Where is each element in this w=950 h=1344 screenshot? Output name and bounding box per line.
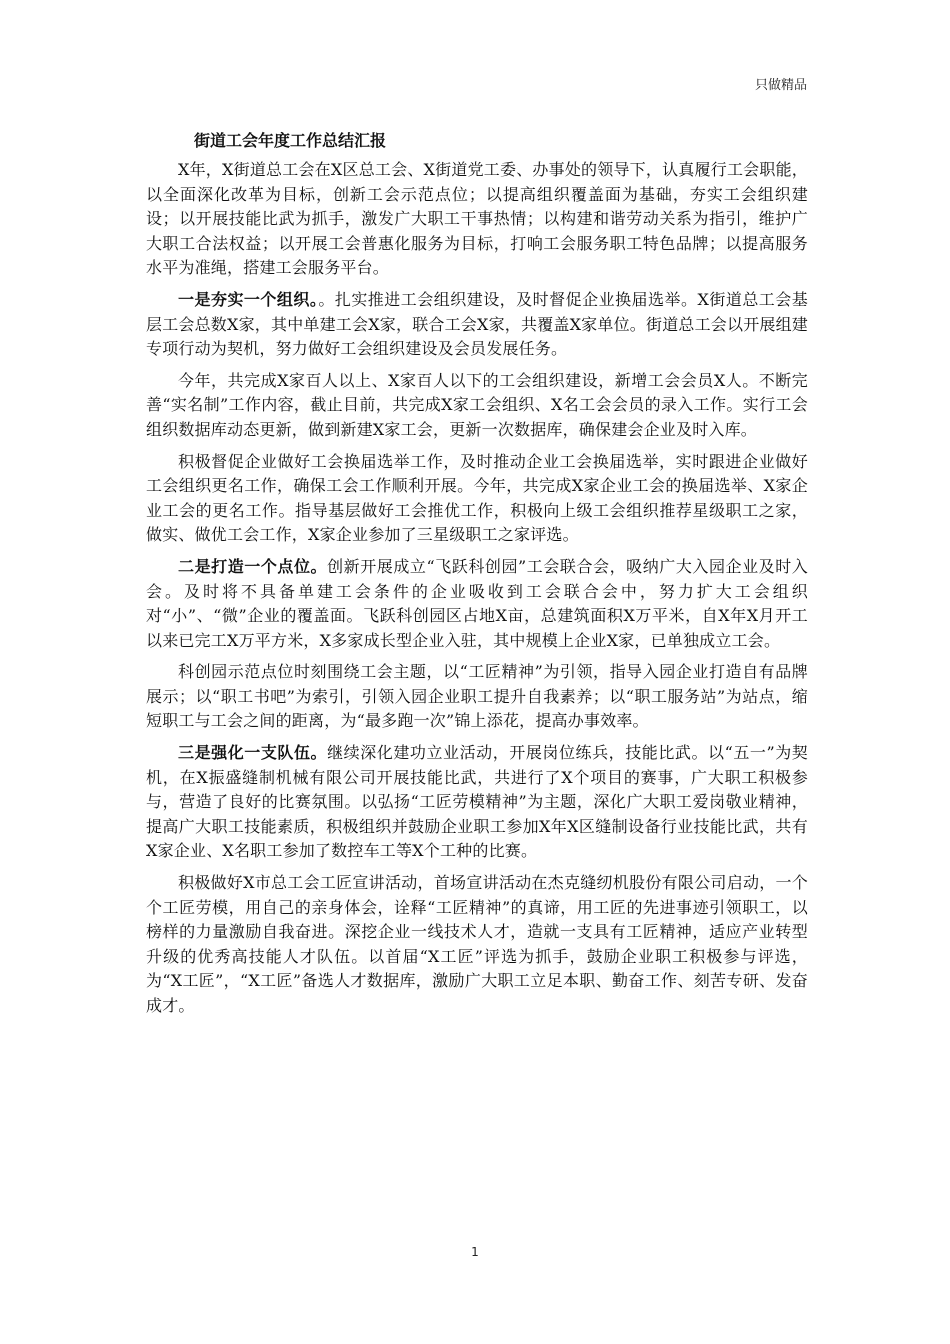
paragraph-lead: 三是强化一支队伍。 [178, 743, 328, 763]
document-body [146, 128, 808, 1026]
paragraph-text: 积极做好X市总工会工匠宣讲活动，首场宣讲活动在杰克缝纫机股份有限公司启动，一个个工匠劳模，用自己的亲身体会，诠释“工匠精神”的真谛，用工匠的先进事迹引领职工，以榜样的力量激励自我奋进。深挖企业一线技术人才，造就一支具有工匠精神，适应产业转型升级的优秀高技能人才队伍。以首届“X工匠”评选为抓手，鼓励企业职工积极参与评选，为“X工匠”，“X工匠”备选人才数据库，激励广大职工立足本职、勤奋工作、刻苦专研、发奋成才。 [146, 873, 808, 1015]
header-tag: 只做精品 [754, 78, 807, 93]
paragraph-section-3 [146, 741, 808, 864]
paragraph-lead: 一是夯实一个组织。 [178, 289, 319, 309]
paragraph-text: 。扎实推进工会组织建设，及时督促企业换届选举。X街道总工会基层工会总数X家，其中单建工会X家，联合工会X家，共覆盖X家单位。街道总工会以开展组建专项行动为契机，努力做好工会组织建设及会员发展任务。 [146, 289, 808, 359]
paragraph-lead: 二是打造一个点位。 [178, 556, 328, 576]
paragraph-text: 继续深化建功立业活动，开展岗位练兵，技能比武。以“五一”为契机，在X振盛缝制机械有限公司开展技能比武，共进行了X个项目的赛事，广大职工积极参与，营造了良好的比赛氛围。以弘扬“工匠劳模精神”为主题，深化广大职工爱岗敬业精神，提高广大职工技能素质，积极组织并鼓励企业职工参加X年X区缝制设备行业技能比武，共有X家企业、X名职工参加了数控车工等X个工种的比赛。 [146, 743, 808, 861]
paragraph-section-1 [146, 288, 808, 362]
page-number: 1 [471, 1245, 479, 1259]
paragraph-text: X年，X街道总工会在X区总工会、X街道党工委、办事处的领导下，认真履行工会职能，以全面深化改革为目标，创新工会示范点位；以提高组织覆盖面为基础，夯实工会组织建设；以开展技能比武为抓手，激发广大职工干事热情；以构建和谐劳动关系为指引，维护广大职工合法权益；以开展工会普惠化服务为目标，打响工会服务职工特色品牌；以提高服务水平为准绳，搭建工会服务平台。 [146, 160, 808, 278]
paragraph [146, 660, 808, 734]
paragraph-text: 今年，共完成X家百人以上、X家百人以下的工会组织建设，新增工会会员X人。不断完善“实名制”工作内容，截止目前，共完成X家工会组织、X名工会会员的录入工作。实行工会组织数据库动态更新，做到新建X家工会，更新一次数据库，确保建会企业及时入库。 [146, 370, 808, 439]
paragraph-section-2 [146, 555, 808, 653]
paragraph [146, 450, 808, 548]
paragraph-text: 积极督促企业做好工会换届选举工作，及时推动企业工会换届选举，实时跟进企业做好工会组织更名工作，确保工会工作顺利开展。今年，共完成X家企业工会的换届选举、X家企业工会的更名工作。指导基层做好工会推优工作，积极向上级工会组织推荐星级职工之家，做实、做优工会工作，X家企业参加了三星级职工之家评选。 [146, 451, 808, 545]
paragraph-text: 科创园示范点位时刻围绕工会主题，以“工匠精神”为引领，指导入园企业打造自有品牌展示；以“职工书吧”为索引，引领入园企业职工提升自我素养；以“职工服务站”为站点，缩短职工与工会之间的距离，为“最多跑一次”锦上添花，提高办事效率。 [146, 662, 808, 731]
paragraph [146, 369, 808, 443]
paragraph-text: 创新开展成立“飞跃科创园”工会联合会，吸纳广大入园企业及时入会。及时将不具备单建工会条件的企业吸收到工会联合会中，努力扩大工会组织对“小”、“微”企业的覆盖面。飞跃科创园区占地X亩，总建筑面积X万平米，自X年X月开工以来已完工X万平方米，X多家成长型企业入驻，其中规模上企业X家，已单独成立工会。 [146, 556, 808, 650]
paragraph-intro [146, 158, 808, 281]
paragraph [146, 871, 808, 1019]
document-title: 街道工会年度工作总结汇报 [194, 131, 387, 150]
